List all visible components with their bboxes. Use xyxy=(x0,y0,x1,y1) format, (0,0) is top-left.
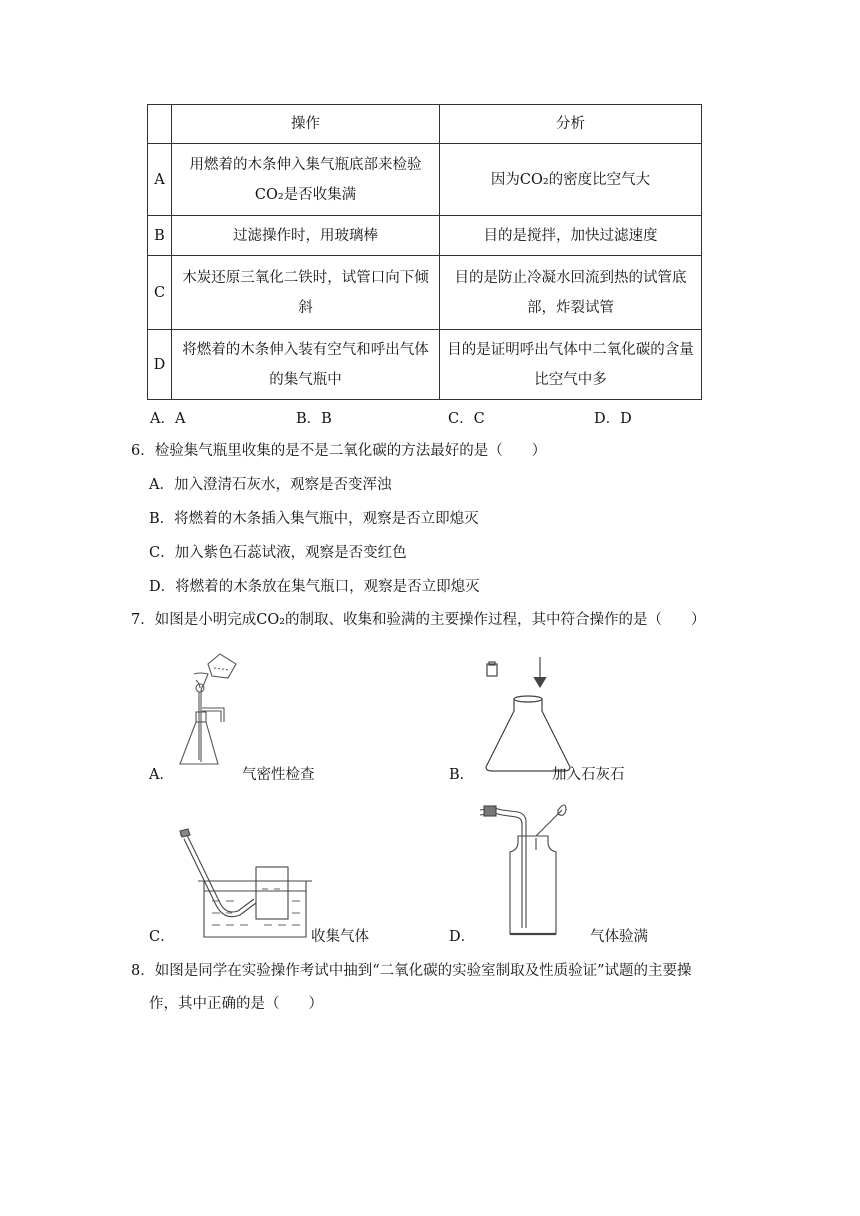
flask-funnel-icon xyxy=(170,650,250,780)
q5-option-b[interactable]: B．B xyxy=(296,411,332,427)
q6-stem: 6．检验集气瓶里收集的是不是二氧化碳的方法最好的是（ ） xyxy=(131,443,547,459)
q6-option-d[interactable]: D．将燃着的木条放在集气瓶口，观察是否立即熄灭 xyxy=(149,579,480,595)
row-analysis: 目的是证明呼出气体中二氧化碳的含量比空气中多 xyxy=(440,330,702,400)
table-header-row xyxy=(148,105,702,144)
q7-option-b-letter[interactable]: B． xyxy=(449,767,475,783)
q6-option-b[interactable]: B．将燃着的木条插入集气瓶中，观察是否立即熄灭 xyxy=(149,511,479,527)
q7-option-d-caption: 气体验满 xyxy=(590,929,648,945)
q7-option-a-letter[interactable]: A． xyxy=(149,767,174,783)
q5-table xyxy=(147,104,702,400)
row-operation: 过滤操作时，用玻璃棒 xyxy=(172,216,440,256)
table-row xyxy=(148,330,702,400)
row-analysis: 因为CO₂的密度比空气大 xyxy=(440,144,702,216)
q8-stem-line1: 8．如图是同学在实验操作考试中抽到“二氧化碳的实验室制取及性质验证”试题的主要操 xyxy=(131,963,692,979)
row-operation: 将燃着的木条伸入装有空气和呼出气体的集气瓶中 xyxy=(172,330,440,400)
q7-option-c-caption: 收集气体 xyxy=(311,929,369,945)
row-label: B xyxy=(148,216,172,256)
row-operation: 木炭还原三氧化二铁时，试管口向下倾斜 xyxy=(172,256,440,330)
q5-option-c[interactable]: C．C xyxy=(448,411,485,427)
row-analysis: 目的是搅拌，加快过滤速度 xyxy=(440,216,702,256)
q5-option-a[interactable]: A．A xyxy=(150,411,186,427)
q7-option-d-letter[interactable]: D． xyxy=(449,929,476,945)
row-label: D xyxy=(148,330,172,400)
table-row xyxy=(148,144,702,216)
q5-options xyxy=(150,407,710,429)
row-label: A xyxy=(148,144,172,216)
table-header-analysis: 分析 xyxy=(440,105,702,144)
q6-option-c[interactable]: C．加入紫色石蕊试液，观察是否变红色 xyxy=(149,545,407,561)
table-header-empty xyxy=(148,105,172,144)
q8-stem-line2: 作，其中正确的是（ ） xyxy=(149,996,323,1012)
table-row xyxy=(148,216,702,256)
row-analysis: 目的是防止冷凝水回流到热的试管底部，炸裂试管 xyxy=(440,256,702,330)
row-label: C xyxy=(148,256,172,330)
q7-stem: 7．如图是小明完成CO₂的制取、收集和验满的主要操作过程，其中符合操作的是（ ） xyxy=(131,612,706,628)
q7-option-c-letter[interactable]: C． xyxy=(149,929,175,945)
q7-option-b-caption: 加入石灰石 xyxy=(552,767,625,783)
water-trough-icon xyxy=(174,825,314,945)
row-operation: 用燃着的木条伸入集气瓶底部来检验CO₂是否收集满 xyxy=(172,144,440,216)
table-header-operation: 操作 xyxy=(172,105,440,144)
conical-flask-icon xyxy=(474,655,584,777)
gas-bottle-icon xyxy=(474,802,586,942)
q5-option-d[interactable]: D．D xyxy=(594,411,632,427)
table-row xyxy=(148,256,702,330)
q6-option-a[interactable]: A．加入澄清石灰水，观察是否变浑浊 xyxy=(149,477,392,493)
q7-option-a-caption: 气密性检查 xyxy=(242,767,315,783)
